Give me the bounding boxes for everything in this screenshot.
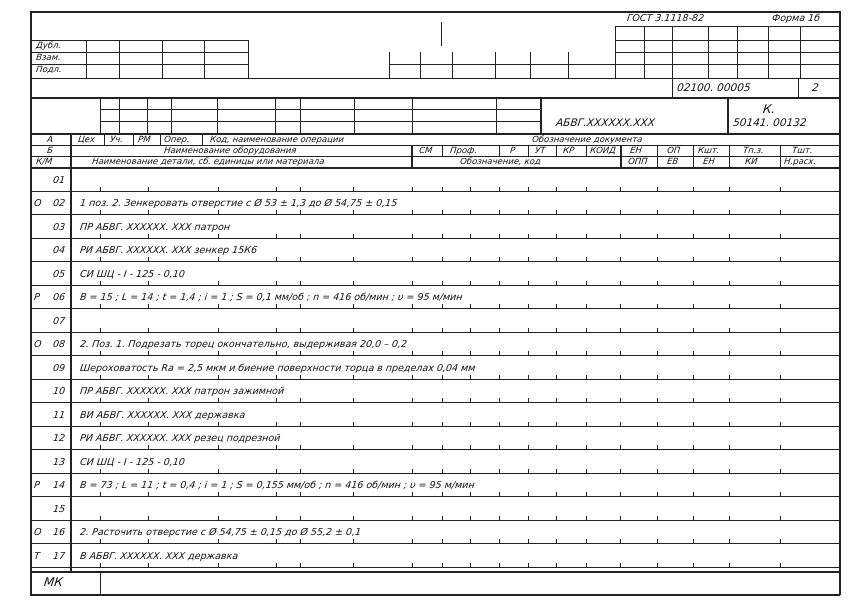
col-kr: КР [562, 146, 575, 156]
row-prefix: Т [33, 550, 41, 562]
header-grid-line [204, 40, 205, 78]
header-grid-line [615, 26, 616, 78]
row-number: 17 [52, 550, 66, 562]
column-header-line [780, 145, 781, 167]
col-tsht: Тшт. [791, 146, 814, 156]
row-prefix: Р [33, 480, 41, 491]
row-number: 01 [52, 174, 66, 186]
row-tick-mark [100, 563, 101, 568]
row-text: В АБВГ. XXXXXX. XXX державка [79, 550, 239, 562]
row-text: ПР АБВГ. XXXXXX. XXX патрон [79, 221, 231, 233]
header-grid-line [615, 26, 839, 27]
center-mark [441, 22, 442, 46]
header-grid-line [248, 40, 249, 78]
row-prefix: О [33, 527, 43, 538]
col-operation-name: Код, наименование операции [209, 135, 345, 145]
gost-standard: ГОСТ 3.1118-82 [626, 13, 705, 24]
row-text: 1 поз. 2. Зенкеровать отверстие с Ø 53 ± 1,3 до Ø 54,75 ± 0,15 [79, 198, 398, 209]
column-header-line [528, 145, 529, 156]
table-row [0, 167, 848, 191]
col-a: А [46, 135, 54, 145]
column-header-line [729, 145, 730, 167]
header-grid-line [615, 52, 839, 53]
row-number: 06 [52, 292, 66, 303]
row-text: В = 15 ; L = 14 ; t = 1,4 ; i = 1 ; S = 0,1 мм/об ; n = 416 об/мин ; υ = 95 м/мин [79, 292, 464, 303]
podl-label: Подл. [35, 65, 63, 75]
row-number: 04 [52, 245, 66, 256]
code-number: 50141. 00132 [732, 117, 808, 129]
header-grid-line [496, 97, 497, 133]
table-row [0, 379, 848, 403]
row-tick-mark [620, 563, 621, 568]
header-grid-line [540, 97, 542, 133]
row-number: 07 [52, 315, 66, 327]
row-number: 14 [52, 480, 66, 491]
row-tick-mark [528, 563, 529, 568]
header-grid-line [727, 97, 729, 133]
sheet-number: 2 [811, 82, 820, 94]
col-op: ОП [666, 146, 681, 156]
header-grid-line [30, 52, 248, 53]
table-row [0, 426, 848, 450]
header-grid-line [495, 52, 496, 78]
header-grid-line [217, 97, 218, 133]
header-grid-line [644, 26, 645, 78]
header-grid-line [420, 52, 421, 78]
row-number: 16 [52, 527, 66, 538]
header-grid-line [615, 40, 839, 41]
header-grid-line [30, 40, 248, 41]
dubl-label: Дубл. [35, 41, 62, 51]
col-rm: РМ [137, 135, 152, 145]
row-number: 02 [52, 198, 66, 209]
header-grid-line [86, 40, 87, 78]
row-prefix: О [33, 198, 43, 209]
table-row [0, 285, 848, 309]
row-number: 15 [52, 503, 66, 515]
col-equipment-name: Наименование оборудования [163, 146, 297, 156]
col-opp: ОПП [627, 157, 649, 167]
code-k: К. [762, 102, 777, 116]
row-tick-mark [148, 563, 149, 568]
col-r: Р [509, 146, 516, 156]
header-grid-line [30, 64, 248, 65]
column-header-line [104, 133, 105, 145]
row-tick-mark [729, 563, 730, 568]
row-tick-mark [300, 563, 301, 568]
column-header-line [442, 145, 443, 156]
column-header-line [70, 133, 72, 167]
header-grid-line [300, 97, 301, 133]
col-en-2: ЕН [702, 157, 716, 167]
col-document-designation: Обозначение документа [531, 135, 643, 145]
row-prefix: О [33, 339, 43, 350]
table-row [0, 543, 848, 567]
col-sm: СМ [418, 146, 433, 156]
row-tick-mark [556, 563, 557, 568]
header-grid-line [119, 97, 120, 133]
row-text: В = 73 ; L = 11 ; t = 0,4 ; i = 1 ; S = 0,155 мм/об ; n = 416 об/мин ; υ = 95 м/мин [79, 480, 476, 491]
row-text: РИ АБВГ. XXXXXX. XXX резец подрезной [79, 433, 281, 444]
row-text: 2. Поз. 1. Подрезать торец окончательно, выдерживая 20,0 – 0,2 [79, 339, 408, 350]
row-tick-mark [470, 563, 471, 568]
header-grid-line [452, 52, 453, 78]
row-prefix: Р [33, 292, 41, 303]
header-grid-line [389, 52, 390, 78]
header-grid-line [672, 78, 673, 97]
header-grid-line [412, 97, 413, 133]
row-number: 05 [52, 268, 66, 280]
table-row [0, 332, 848, 356]
header-grid-line [162, 40, 163, 78]
header-grid-line [100, 97, 101, 133]
column-header-line [411, 145, 413, 167]
footer-line [30, 571, 840, 573]
table-row [0, 402, 848, 426]
row-text: ВИ АБВГ. XXXXXX. XXX державка [79, 409, 246, 421]
column-header-line [556, 145, 557, 156]
row-tick-mark [412, 563, 413, 568]
col-b: Б [46, 146, 54, 156]
row-tick-mark [218, 563, 219, 568]
col-ut: УТ [534, 146, 546, 156]
col-n-rash: Н.расх. [783, 157, 817, 167]
header-grid-line [530, 52, 531, 78]
header-grid-line [768, 26, 769, 78]
row-number: 12 [52, 433, 66, 444]
table-row [0, 238, 848, 262]
header-grid-line [798, 78, 799, 97]
header-grid-line [100, 109, 540, 110]
header-grid-line [30, 78, 840, 79]
table-row [0, 191, 848, 215]
table-row [0, 261, 848, 285]
footer-separator [100, 571, 101, 594]
column-header-line [586, 145, 587, 156]
row-number: 11 [52, 409, 66, 421]
frame-bottom-line [30, 594, 840, 596]
header-grid-line [275, 97, 276, 133]
row-text: СИ ШЦ - I - 125 - 0,10 [79, 268, 186, 280]
column-header-line [693, 145, 694, 167]
header-grid-line [100, 121, 540, 122]
table-row [0, 355, 848, 379]
row-number: 13 [52, 456, 66, 468]
header-grid-line [147, 97, 148, 133]
header-grid-line [737, 26, 738, 78]
frame-top-line [30, 11, 840, 13]
table-row [0, 308, 848, 332]
col-prof: Проф. [449, 146, 478, 156]
column-header-line [202, 133, 203, 145]
row-number: 10 [52, 386, 66, 397]
header-grid-line [800, 26, 801, 78]
column-header-line [30, 133, 840, 135]
column-header-line [133, 133, 134, 145]
row-number: 08 [52, 339, 66, 350]
row-tick-mark [499, 563, 500, 568]
row-tick-mark [780, 563, 781, 568]
row-tick-mark [657, 563, 658, 568]
row-text: ПР АБВГ. XXXXXX. XXX патрон зажимной [79, 386, 285, 397]
form-label: Форма 1б [771, 13, 821, 24]
col-ksht: Кшт. [697, 146, 721, 156]
header-grid-line [171, 97, 172, 133]
row-text: РИ АБВГ. XXXXXX. XXX зенкер 15К6 [79, 245, 258, 256]
document-number: 02100. 00005 [676, 82, 752, 94]
header-grid-line [672, 26, 673, 78]
col-designation-code: Обозначение, код [459, 157, 542, 167]
column-header-line [160, 133, 161, 145]
table-row [0, 496, 848, 520]
row-tick-mark [442, 563, 443, 568]
table-row [0, 449, 848, 473]
row-tick-mark [353, 563, 354, 568]
row-tick-mark [693, 563, 694, 568]
col-en: ЕН [629, 146, 643, 156]
header-grid-line [568, 52, 569, 78]
header-grid-line [389, 64, 839, 65]
row-number: 03 [52, 221, 66, 233]
col-tseh: Цех [77, 135, 96, 145]
row-tick-mark [276, 563, 277, 568]
col-oper: Опер. [163, 135, 191, 145]
row-text: Шероховатость Ra = 2,5 мкм и биение поверхности торца в пределах 0,04 мм [79, 362, 476, 374]
header-grid-line [354, 97, 355, 133]
row-divider [30, 567, 840, 568]
vzam-label: Взам. [35, 53, 62, 63]
row-number: 09 [52, 362, 66, 374]
column-header-line [657, 145, 658, 167]
designation-code: АБВГ.XXXXXX.XXX [555, 117, 656, 129]
col-detail-name: Наименование детали, сб. единицы или материала [91, 157, 325, 167]
table-row [0, 473, 848, 497]
column-header-line [620, 145, 622, 167]
col-koid: КОИД [589, 146, 617, 156]
column-header-line [499, 145, 500, 156]
col-ki: КИ [744, 157, 758, 167]
row-tick-mark [586, 563, 587, 568]
col-km: К/М [35, 157, 53, 167]
header-grid-line [30, 97, 840, 99]
col-ev: ЕВ [666, 157, 679, 167]
header-grid-line [708, 26, 709, 78]
col-tpz: Тп.з. [742, 146, 765, 156]
header-grid-line [119, 40, 120, 78]
col-uch: Уч. [109, 135, 124, 145]
table-row [0, 214, 848, 238]
row-text: СИ ШЦ - I - 125 - 0,10 [79, 456, 186, 468]
row-text: 2. Расточить отверстие с Ø 54,75 ± 0,15 до Ø 55,2 ± 0,1 [79, 527, 362, 538]
table-row [0, 520, 848, 544]
form-code-mk: МК [43, 575, 64, 589]
